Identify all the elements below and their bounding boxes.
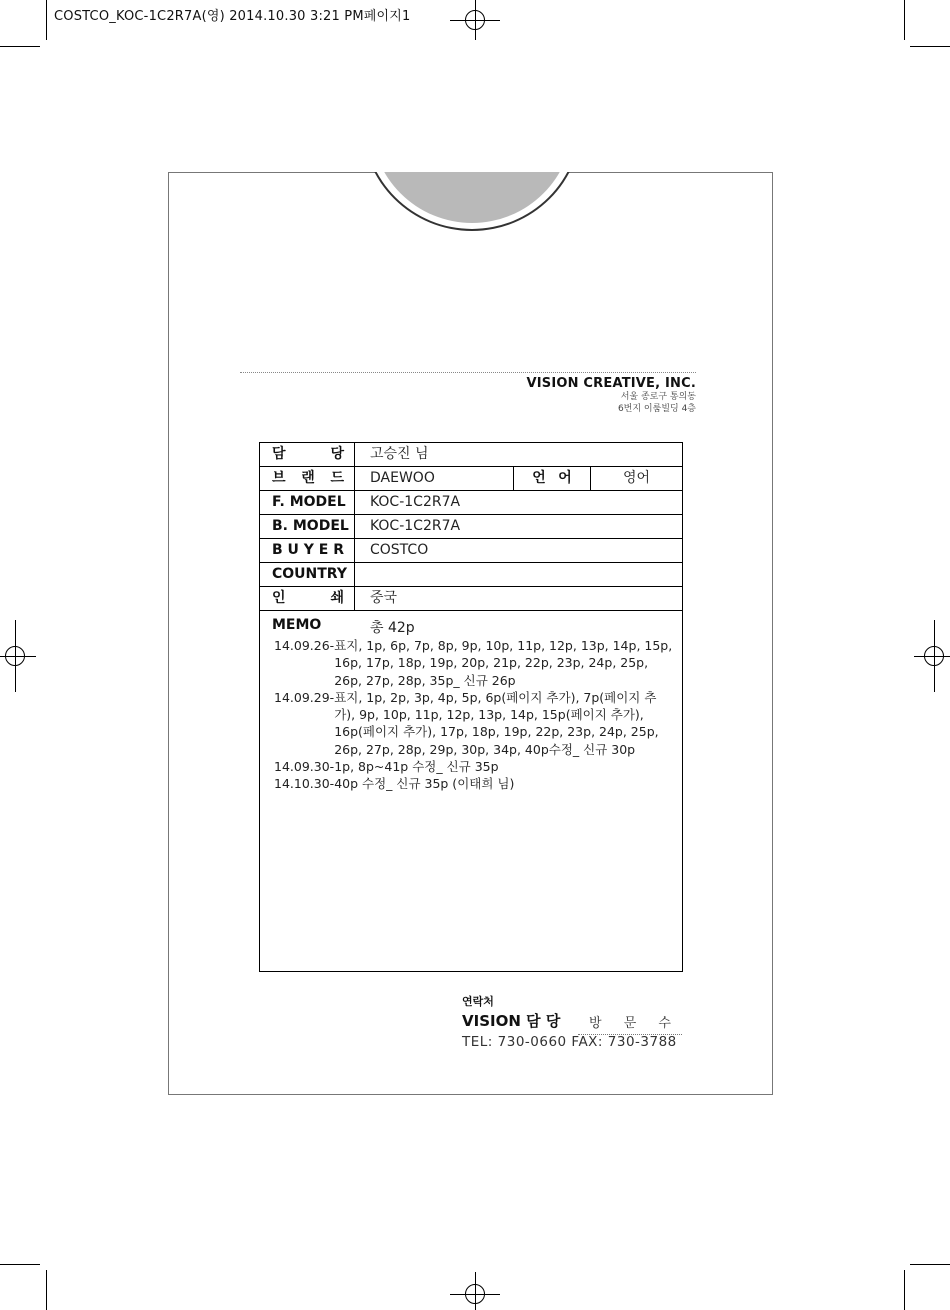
- company-block: [526, 376, 696, 415]
- buyer-label: B U Y E R: [260, 539, 355, 562]
- f-model-label: F. MODEL: [260, 491, 355, 514]
- manager-row: [260, 443, 682, 467]
- memo-line: 표지, 1p, 6p, 7p, 8p, 9p, 10p, 11p, 12p, 13p, 14p, 15p,: [334, 638, 673, 653]
- memo-date: 14.10.30-: [274, 776, 335, 792]
- country-label: COUNTRY: [260, 563, 355, 586]
- buyer-row: [260, 539, 682, 563]
- company-address-2: 6번지 이룸빌딩 4층: [617, 404, 696, 414]
- b-model-label: B. MODEL: [260, 515, 355, 538]
- print-label: 인 쇄: [260, 587, 355, 610]
- f-model-value: KOC-1C2R7A: [370, 494, 461, 510]
- company-address-1: 서울 종로구 통의동: [620, 392, 696, 402]
- contact-tel: TEL: 730-0660 FAX: 730-3788: [462, 1034, 677, 1050]
- country-row: [260, 563, 682, 587]
- manager-value: 고승진 님: [370, 446, 429, 462]
- memo-date: 14.09.29-: [274, 689, 335, 705]
- manager-label: 담 당: [260, 443, 355, 466]
- divider: [240, 372, 696, 373]
- memo-lines: [274, 637, 684, 793]
- country-value: [356, 563, 370, 586]
- contact-label: 연락처: [462, 995, 494, 1008]
- memo-total: 총 42p: [370, 620, 415, 636]
- memo-line: 1p, 8p~41p 수정_ 신규 35p: [334, 759, 499, 775]
- buyer-value: COSTCO: [370, 542, 429, 558]
- language-value: 영어: [622, 470, 651, 486]
- memo-line: 표지, 1p, 2p, 3p, 4p, 5p, 6p(페이지 추가), 7p(페이지 추: [334, 689, 657, 705]
- info-sheet: [259, 442, 683, 972]
- memo-entry: [274, 637, 684, 689]
- language-label: 언 어: [513, 467, 591, 490]
- memo-line: 가), 9p, 10p, 11p, 12p, 13p, 14p, 15p(페이지 추가),: [334, 707, 644, 723]
- b-model-value: KOC-1C2R7A: [370, 518, 461, 534]
- f-model-row: [260, 491, 682, 515]
- die-cut-hole: [362, 172, 582, 231]
- memo-line: 40p 수정_ 신규 35p (이태희 님): [334, 776, 515, 792]
- memo-entry: [274, 689, 684, 758]
- memo-line: 26p, 27p, 28p, 29p, 30p, 34p, 40p수정_ 신규 30p: [334, 741, 636, 757]
- memo-line: 16p, 17p, 18p, 19p, 20p, 21p, 22p, 23p, 24p, 25p,: [334, 655, 649, 671]
- memo-date: 14.09.26-: [274, 638, 335, 653]
- brand-label: 브 랜 드: [260, 467, 355, 490]
- memo-entry: [274, 775, 684, 792]
- brand-value: DAEWOO: [370, 470, 435, 486]
- memo-line: 16p(페이지 추가), 17p, 18p, 19p, 22p, 23p, 24p, 25p,: [334, 724, 659, 740]
- print-row: [260, 587, 682, 611]
- print-value: 중국: [370, 590, 398, 606]
- memo-date: 14.09.30-: [274, 759, 335, 775]
- visitor-field: 방 문 수: [578, 1012, 682, 1035]
- print-header: COSTCO_KOC-1C2R7A(영) 2014.10.30 3:21 PM페이지1: [54, 9, 411, 24]
- memo-title: MEMO: [272, 617, 322, 633]
- memo-line: 26p, 27p, 28p, 35p_ 신규 26p: [334, 672, 516, 688]
- b-model-row: [260, 515, 682, 539]
- company-name: VISION CREATIVE, INC.: [526, 376, 696, 391]
- contact-name: VISION 담 당: [462, 1012, 561, 1030]
- brand-row: [260, 467, 682, 491]
- memo-entry: [274, 758, 684, 775]
